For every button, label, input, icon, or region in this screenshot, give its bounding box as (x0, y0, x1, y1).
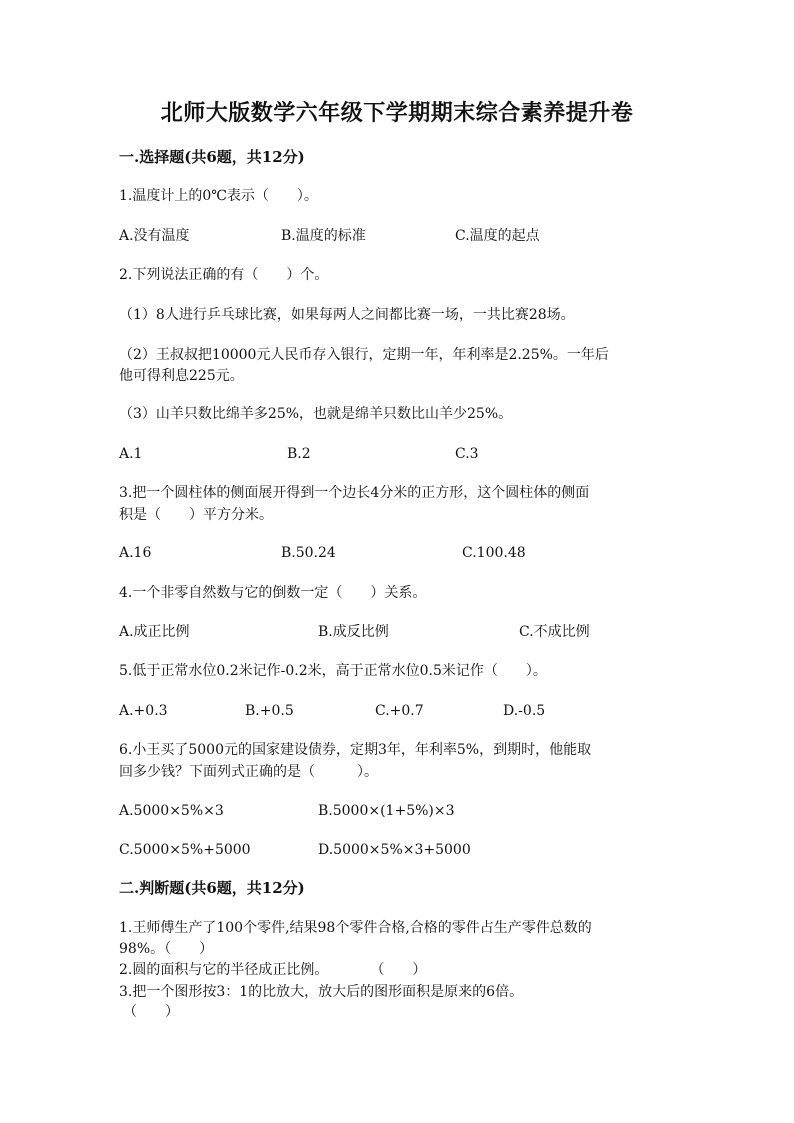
question-6-option-b: B.5000×(1+5%)×3 (318, 803, 455, 819)
question-1-stem: 1.温度计上的0℃表示（ ）。 (119, 188, 318, 204)
page-title: 北师大版数学六年级下学期期末综合素养提升卷 (160, 100, 634, 126)
question-2-statement-2-line2: 他可得利息225元。 (119, 368, 244, 384)
question-2-stem: 2.下列说法正确的有（ ）个。 (119, 267, 329, 283)
judgment-3-line2: （ ） (123, 1004, 179, 1020)
question-5-option-c: C.+0.7 (375, 703, 424, 719)
judgment-1-line1: 1.王师傅生产了100个零件,结果98个零件合格,合格的零件占生产零件总数的 (119, 920, 592, 936)
question-5-option-d: D.-0.5 (503, 703, 546, 719)
question-2-statement-2-line1: （2）王叔叔把10000元人民币存入银行，定期一年，年利率是2.25%。一年后 (119, 347, 609, 363)
question-5-option-a: A.+0.3 (119, 703, 168, 719)
question-4-option-a: A.成正比例 (119, 624, 190, 640)
question-2-statement-3: （3）山羊只数比绵羊多25%，也就是绵羊只数比山羊少25%。 (119, 406, 513, 422)
question-3-stem-line1: 3.把一个圆柱体的侧面展开得到一个边长4分米的正方形，这个圆柱体的侧面 (119, 485, 590, 501)
question-2-option-b: B.2 (287, 446, 311, 462)
question-2-option-a: A.1 (119, 446, 143, 462)
question-6-option-c: C.5000×5%+5000 (119, 842, 251, 858)
question-1-option-a: A.没有温度 (119, 228, 190, 244)
question-2-statement-1: （1）8人进行乒乓球比赛，如果每两人之间都比赛一场，一共比赛28场。 (119, 307, 575, 323)
question-4-stem: 4.一个非零自然数与它的倒数一定（ ）关系。 (119, 585, 427, 601)
question-3-option-a: A.16 (119, 545, 152, 561)
question-5-option-b: B.+0.5 (245, 703, 294, 719)
question-3-option-c: C.100.48 (462, 545, 526, 561)
question-4-option-c: C.不成比例 (519, 624, 590, 640)
question-6-stem-line2: 回多少钱？下面列式正确的是（ ）。 (119, 764, 378, 780)
judgment-2: 2.圆的面积与它的半径成正比例。 （ ） (119, 962, 427, 978)
question-2-option-c: C.3 (455, 446, 479, 462)
judgment-1-line2: 98%。（ ） (119, 941, 214, 957)
question-6-option-a: A.5000×5%×3 (119, 803, 224, 819)
question-4-option-b: B.成反比例 (318, 624, 389, 640)
judgment-3-line1: 3.把一个图形按3：1的比放大，放大后的图形面积是原来的6倍。 (119, 984, 524, 1000)
question-5-stem: 5.低于正常水位0.2米记作-0.2米，高于正常水位0.5米记作（ ）。 (119, 663, 547, 679)
section-heading-choice: 一.选择题(共6题，共12分) (119, 148, 305, 166)
question-6-option-d: D.5000×5%×3+5000 (318, 842, 471, 858)
question-3-stem-line2: 积是（ ）平方分米。 (119, 507, 273, 523)
question-1-option-c: C.温度的起点 (455, 228, 540, 244)
section-heading-judgment: 二.判断题(共6题，共12分) (119, 879, 305, 897)
question-1-option-b: B.温度的标准 (281, 228, 366, 244)
question-6-stem-line1: 6.小王买了5000元的国家建设债券，定期3年，年利率5%，到期时，他能取 (119, 742, 592, 758)
question-3-option-b: B.50.24 (281, 545, 336, 561)
